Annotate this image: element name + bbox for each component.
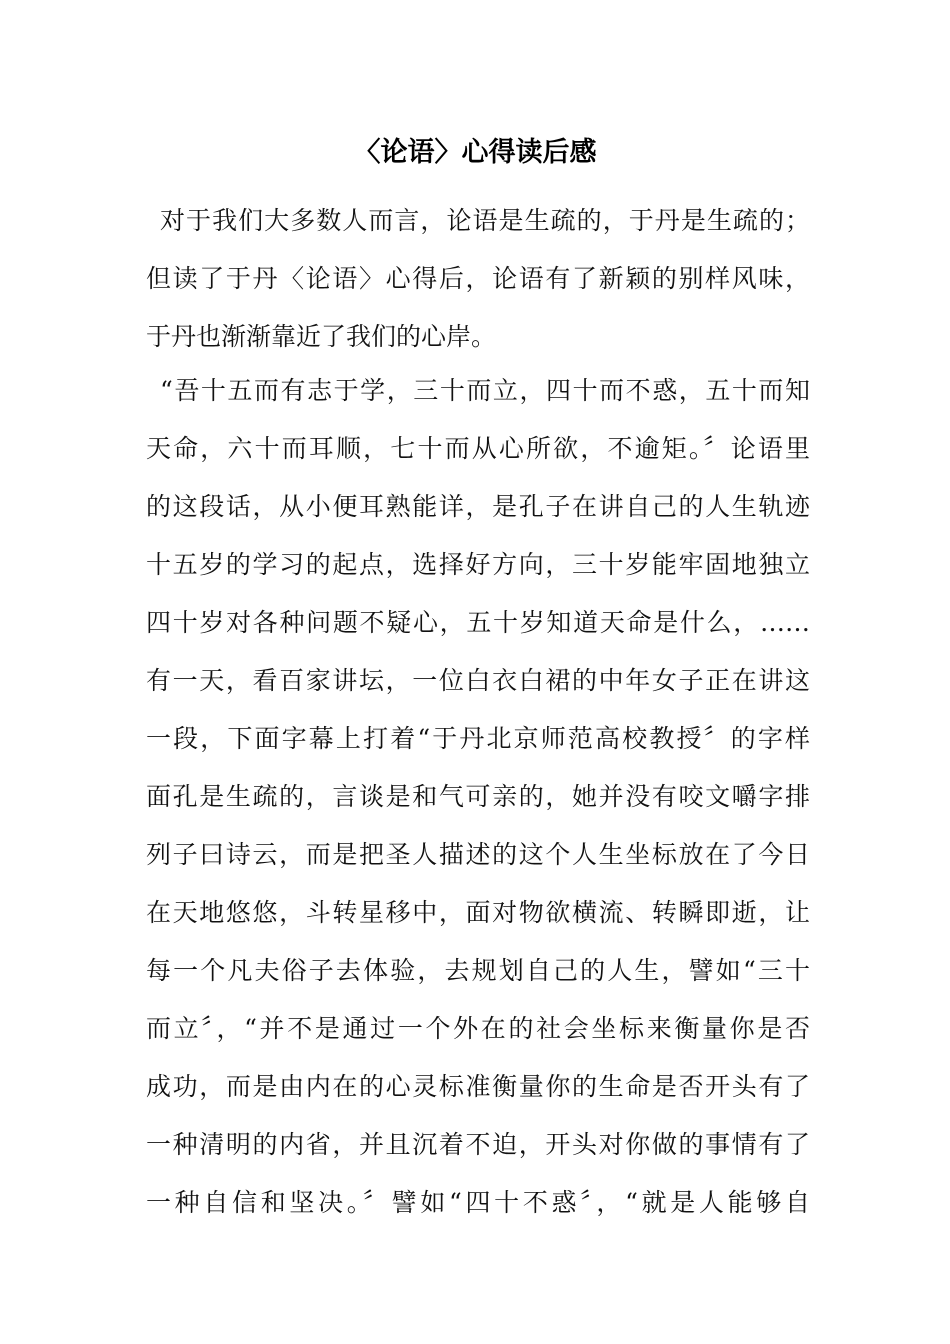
paragraph-line: 一种自信和坚决。〞譬如“四十不惑〞，“就是人能够自 (146, 1188, 810, 1217)
paragraph-line: 而立〞，“并不是通过一个外在的社会坐标来衡量你是否 (146, 1014, 810, 1043)
paragraph-line: 成功，而是由内在的心灵标准衡量你的生命是否开头有了 (146, 1072, 810, 1101)
paragraph-line: 一段，下面字幕上打着“于丹北京师范高校教授〞的字样 (146, 724, 810, 753)
paragraph-line: 于丹也渐渐靠近了我们的心岸。 (146, 322, 497, 351)
paragraph-line: “吾十五而有志于学，三十而立，四十而不惑，五十而知 (160, 376, 810, 405)
paragraph-line: 面孔是生疏的，言谈是和气可亲的，她并没有咬文嚼字排 (146, 782, 810, 811)
paragraph-line: 列子曰诗云，而是把圣人描述的这个人生坐标放在了今日 (146, 840, 810, 869)
paragraph-line: 四十岁对各种问题不疑心，五十岁知道天命是什么，…… (146, 608, 810, 637)
paragraph-line: 天命，六十而耳顺，七十而从心所欲，不逾矩。〞论语里 (146, 434, 810, 463)
paragraph-line: 但读了于丹〈论语〉心得后，论语有了新颖的别样风味， (146, 264, 810, 293)
paragraph-line: 对于我们大多数人而言，论语是生疏的，于丹是生疏的； (160, 206, 810, 235)
paragraph-line: 每一个凡夫俗子去体验，去规划自己的人生，譬如“三十 (146, 956, 810, 985)
document-title: 〈论语〉心得读后感 (353, 137, 597, 168)
paragraph-line: 一种清明的内省，并且沉着不迫，开头对你做的事情有了 (146, 1130, 810, 1159)
paragraph-line: 在天地悠悠，斗转星移中，面对物欲横流、转瞬即逝，让 (146, 898, 810, 927)
paragraph-line: 十五岁的学习的起点，选择好方向，三十岁能牢固地独立 (146, 550, 810, 579)
paragraph-line: 的这段话，从小便耳熟能详，是孔子在讲自己的人生轨迹 (146, 492, 810, 521)
paragraph-line: 有一天，看百家讲坛，一位白衣白裙的中年女子正在讲这 (146, 666, 810, 695)
